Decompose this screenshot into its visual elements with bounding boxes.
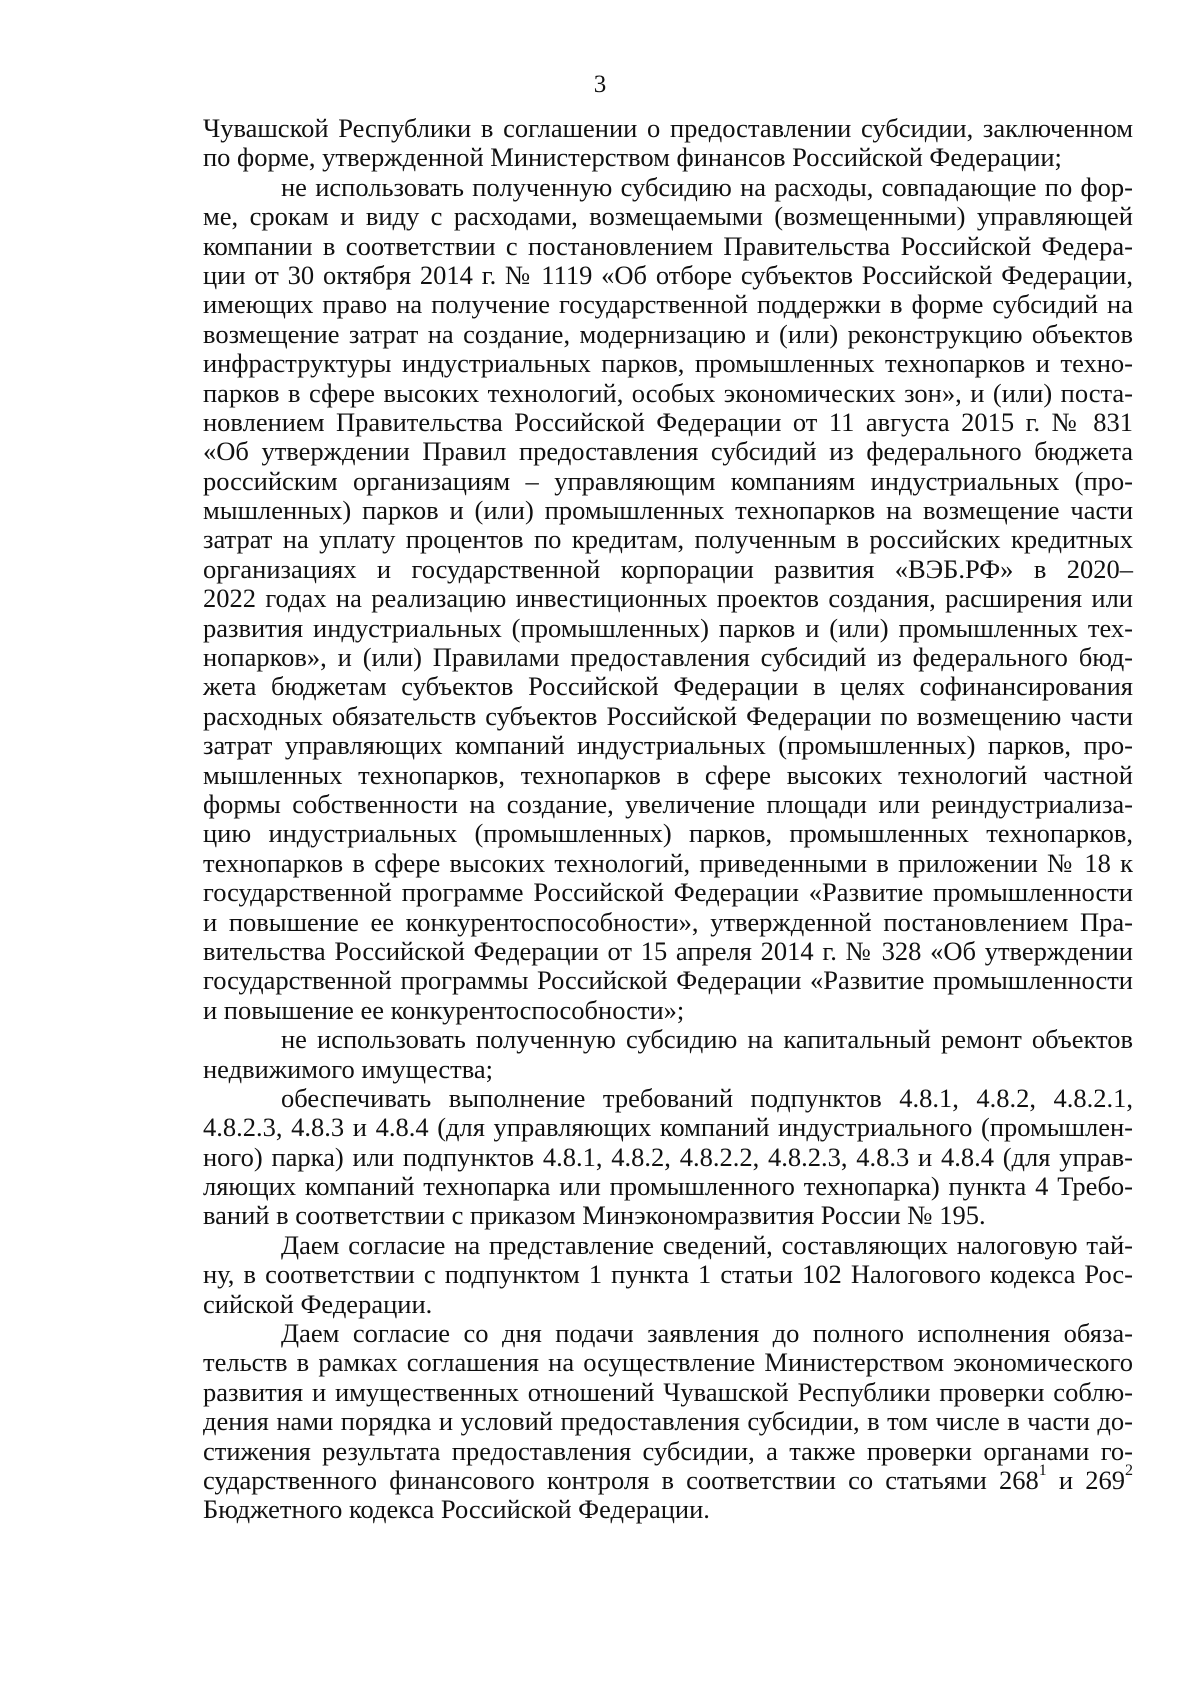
text-line: затрат управляющих компаний индустриальных (промышленных) парков, про- (203, 730, 1133, 761)
paragraph-list (203, 114, 1133, 1525)
text-line: недвижимого имущества; (203, 1053, 494, 1084)
text-line: Даем согласие на представление сведений, составляющих налоговую тай- (281, 1229, 1133, 1260)
text-line: ну, в соответствии с подпунктом 1 пункта 1 статьи 102 Налогового кодекса Рос- (203, 1259, 1133, 1290)
paragraph (203, 114, 1133, 173)
text-line: ного) парка) или подпунктов 4.8.1, 4.8.2, 4.8.2.2, 4.8.2.3, 4.8.3 и 4.8.4 (для управ- (203, 1141, 1133, 1172)
text-line: 2022 годах на реализацию инвестиционных проектов создания, расширения или (203, 583, 1133, 614)
text-line: 4.8.2.3, 4.8.3 и 4.8.4 (для управляющих компаний индустриального (промышлен- (203, 1112, 1133, 1143)
text-line: ляющих компаний технопарка или промышленного технопарка) пункта 4 Требо- (203, 1171, 1133, 1202)
text-line: жета бюджетам субъектов Российской Федерации в целях софинансирования (203, 671, 1133, 702)
text-line: затрат на уплату процентов по кредитам, полученным в российских кредитных (203, 524, 1133, 555)
text-line: Бюджетного кодекса Российской Федерации. (203, 1494, 710, 1525)
text-line: инфраструктуры индустриальных парков, промышленных технопарков и техно- (203, 348, 1133, 379)
text-fragment: и 269 (1046, 1464, 1126, 1495)
text-line: ции от 30 октября 2014 г. № 1119 «Об отборе субъектов Российской Федерации, (203, 259, 1133, 290)
paragraph (203, 1319, 1133, 1525)
text-line: Чувашской Республики в соглашении о предоставлении субсидии, заключенном (203, 113, 1133, 143)
text-line: мышленных технопарков, технопарков в сфере высоких технологий частной (203, 759, 1133, 790)
text-line: расходных обязательств субъектов Российской Федерации по возмещению части (203, 700, 1133, 731)
text-line: ме, срокам и виду с расходами, возмещаемыми (возмещенными) управляющей (203, 201, 1133, 232)
text-line: цию индустриальных (промышленных) парков, промышленных технопарков, (203, 818, 1133, 849)
text-line: компании в соответствии с постановлением Правительства Российской Федера- (203, 230, 1133, 261)
text-line: технопарков в сфере высоких технологий, приведенными в приложении № 18 к (203, 847, 1133, 878)
text-line: государственной программе Российской Федерации «Развитие промышленности (203, 877, 1133, 908)
text-line: российским организациям – управляющим компаниям индустриальных (про- (203, 465, 1133, 496)
text-line: по форме, утвержденной Министерством финансов Российской Федерации; (203, 142, 1062, 173)
paragraph (203, 1084, 1133, 1231)
text-line: развития и имущественных отношений Чувашской Республики проверки соблю- (203, 1376, 1133, 1407)
text-line: возмещение затрат на создание, модернизацию и (или) реконструкцию объектов (203, 318, 1133, 349)
text-line: не использовать полученную субсидию на расходы, совпадающие по фор- (281, 171, 1133, 202)
text-line: Даем согласие со дня подачи заявления до полного исполнения обяза- (281, 1318, 1133, 1349)
text-line: тельств в рамках соглашения на осуществление Министерством экономического (203, 1347, 1133, 1378)
superscript: 2 (1125, 1462, 1134, 1480)
text-line: новлением Правительства Российской Федерации от 11 августа 2015 г. № 831 (203, 406, 1133, 437)
paragraph (203, 173, 1133, 1025)
text-line: ваний в соответствии с приказом Минэкономразвития России № 195. (203, 1200, 986, 1231)
text-line: не использовать полученную субсидию на капитальный ремонт объектов (281, 1024, 1133, 1055)
text-line: государственной программы Российской Федерации «Развитие промышленности (203, 965, 1133, 996)
text-line: и повышение ее конкурентоспособности», утвержденной постановлением Пра- (203, 906, 1133, 937)
text-line: стижения результата предоставления субсидии, а также проверки органами го- (203, 1435, 1133, 1466)
text-fragment: сударственного финансового контроля в соответствии со статьями 268 (203, 1464, 1039, 1495)
text-line: вительства Российской Федерации от 15 апреля 2014 г. № 328 «Об утверждении (203, 935, 1133, 966)
text-line: сийской Федерации. (203, 1288, 433, 1319)
text-line (203, 1462, 1134, 1495)
text-line: «Об утверждении Правил предоставления субсидий из федерального бюджета (203, 436, 1133, 467)
text-line: формы собственности на создание, увеличение площади или реиндустриализа- (203, 788, 1133, 819)
superscript: 1 (1038, 1462, 1047, 1480)
text-line: парков в сфере высоких технологий, особых экономических зон», и (или) поста- (203, 377, 1133, 408)
text-line: дения нами порядка и условий предоставления субсидии, в том числе в части до- (203, 1406, 1133, 1437)
text-line: организациях и государственной корпорации развития «ВЭБ.РФ» в 2020– (203, 553, 1133, 584)
text-line: нопарков», и (или) Правилами предоставления субсидий из федерального бюд- (203, 642, 1133, 673)
text-line: мышленных) парков и (или) промышленных технопарков на возмещение части (203, 495, 1133, 526)
text-line: имеющих право на получение государственной поддержки в форме субсидий на (203, 289, 1133, 320)
document-body (203, 114, 1133, 1525)
text-line: и повышение ее конкурентоспособности»; (203, 994, 685, 1025)
page-number: 3 (593, 71, 607, 98)
paragraph (203, 1231, 1133, 1319)
paragraph (203, 1025, 1133, 1084)
text-line: обеспечивать выполнение требований подпунктов 4.8.1, 4.8.2, 4.8.2.1, (281, 1082, 1133, 1113)
text-line: развития индустриальных (промышленных) парков и (или) промышленных тех- (203, 612, 1133, 643)
